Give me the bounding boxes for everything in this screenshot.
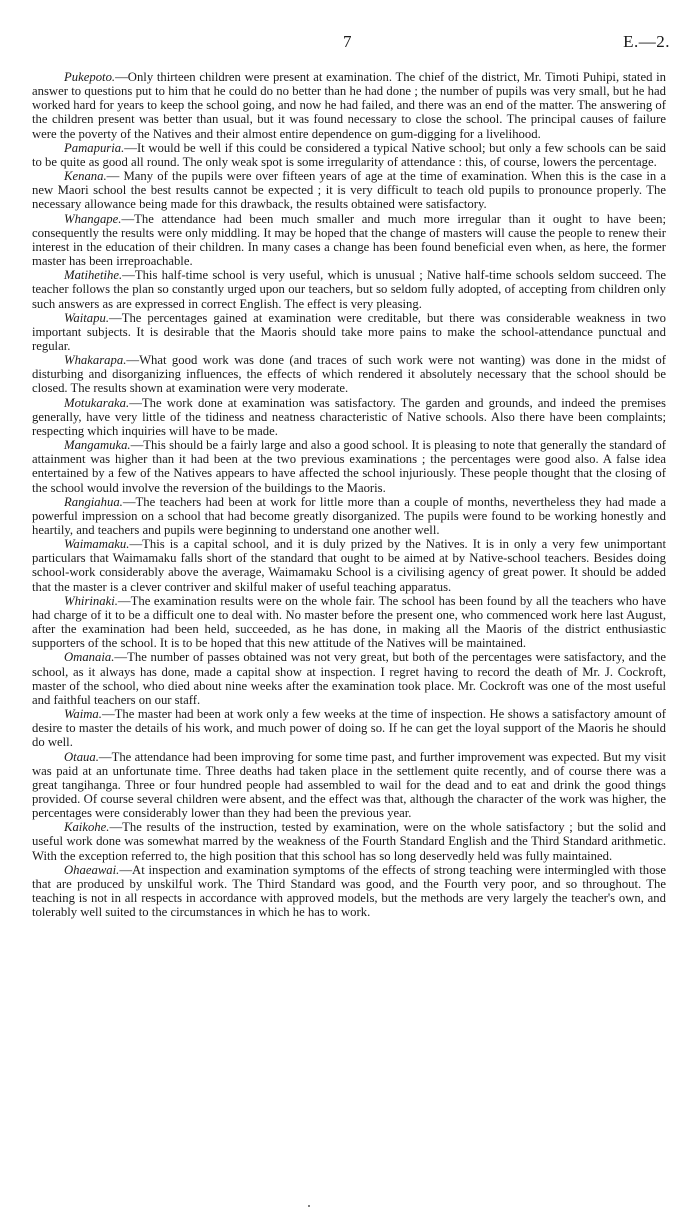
paragraph-text: —At inspection and examination symptoms of the effects of strong teaching were intermingled with those that are produced by unskilful work. The Third Standard was good, and the Fourth very poor, and so throughout. The teaching is not in all respects in accordance with approved models, but the methods are very largely the teacher's own, and tolerably well suited to the circumstances in which he has to work.: [32, 862, 666, 920]
school-name: Whirinaki.: [64, 593, 118, 608]
paragraph-text: —The work done at examination was satisfactory. The garden and grounds, and indeed the premises generally, have very little of the tidiness and neatness characteristic of Native schools. Also there have been complaints; respecting which inquiries will have to be made.: [32, 395, 666, 438]
school-name: Waitapu.: [64, 310, 109, 325]
school-name: Whangape.: [64, 211, 122, 226]
paragraph-text: —This half-time school is very useful, which is unusual ; Native half-time schools seldom succeed. The teacher follows the plan so constantly urged upon our teachers, but so seldom fully adopted, of accepting from children only such answers as are expressed in correct English. The effect is very pleasing.: [32, 268, 666, 311]
school-name: Waima.: [64, 707, 102, 722]
paragraph-ohaeawai: [32, 863, 666, 920]
school-name: Pukepoto.: [64, 70, 116, 84]
paragraph-text: —What good work was done (and traces of such work were not wanting) was done in the midst of disturbing and disorganizing influences, the effects of which rendered it absolutely necessary that the school should be closed. The results shown at examination were very moderate.: [32, 353, 666, 396]
school-name: Omanaia.: [64, 650, 115, 665]
paragraph-text: —The attendance had been much smaller and much more irregular than it ought to have been; consequently the results were only middling. It may be hoped that the change of masters will cause the people to renew their interest in the education of their children. In many cases a change has been found beneficial even when, as here, the former master has been irreproachable.: [32, 211, 666, 269]
school-name: Waimamaku.: [64, 537, 130, 552]
paragraph-pamapuria: [32, 141, 666, 169]
paragraph-text: — Many of the pupils were over fifteen years of age at the time of examination. When this is the case in a new Maori school the best results cannot be expected ; it is very difficult to teach old pupils to pronounce properly. The necessary allowance being made for this drawback, the results obtained were satisfactory.: [32, 169, 666, 212]
paragraph-text: —The attendance had been improving for some time past, and further improvement was expected. But my visit was paid at an unfortunate time. Three deaths had taken place in the settlement quite recently, and of course there was a great tangihanga. Three or four hundred people had assembled to wail for the dead and to eat and drink the good things provided. Of course several children were absent, and the effect was that, although the character of the work was higher, the percentages were considerably lower than they had been the previous year.: [32, 749, 666, 821]
school-name: Motukaraka.: [64, 395, 130, 410]
paragraph-matihetihe: [32, 268, 666, 310]
paragraph-pukepoto: [32, 70, 666, 141]
paragraph-rangiahua: [32, 495, 666, 537]
paragraph-omanaia: [32, 650, 666, 707]
paragraph-text: —This should be a fairly large and also a good school. It is pleasing to note that generally the standard of attainment was higher than it had been at the two previous examinations ; the percentages were good also. A false idea entertained by a few of the Natives appears to have affected the school injuriously. These people thought that the closing of the school would involve the reversion of the buildings to the Maoris.: [32, 438, 666, 495]
paragraph-motukaraka: [32, 396, 666, 438]
paragraph-whirinaki: [32, 594, 666, 651]
page-number: 7: [343, 32, 352, 51]
paragraph-text: —The teachers had been at work for little more than a couple of months, nevertheless they had made a powerful impression on a school that had become greatly disorganized. The pupils were found to be working honestly and heartily, and teachers and pupils were beginning to understand one another well.: [32, 494, 666, 537]
paragraph-text: —The examination results were on the whole fair. The school has been found by all the teachers who have had charge of it to be a difficult one to deal with. No master before the present one, who commenced work here last August, after the examination had been held, succeeded, as he has done, in making all the Maoris of the district enthusiastic supporters of the school. It is to be hoped that this new attitude of the Natives will be maintained.: [32, 593, 666, 651]
paragraph-text: —It would be well if this could be considered a typical Native school; but only a few schools can be said to be quite as good all round. The only weak spot is some irregularity of attendance : this, of course, lowers the percentage.: [32, 140, 666, 169]
school-name: Mangamuka.: [64, 438, 131, 453]
school-name: Whakarapa.: [64, 353, 127, 368]
paragraph-text: —The master had been at work only a few weeks at the time of inspection. He shows a satisfactory amount of desire to master the details of his work, and much power of doing so. If he can get the loyal support of the Maoris he should do well.: [32, 707, 666, 750]
school-name: Rangiahua.: [64, 494, 123, 509]
paragraph-text: —The number of passes obtained was not very great, but both of the percentages were satisfactory, and the school, as it always has done, made a capital show at inspection. I regret having to record the death of Mr. J. Cockroft, master of the school, who died about nine weeks after the examination took place. Mr. Cockroft was one of the most useful and faithful teachers on our staff.: [32, 650, 666, 707]
school-name: Kaikohe.: [64, 820, 110, 835]
paragraph-whakarapa: [32, 353, 666, 395]
school-name: Matihetihe.: [64, 268, 123, 283]
paragraph-text: —The results of the instruction, tested by examination, were on the whole satisfactory ; but the solid and useful work done was somewhat marred by the weakness of the Fourth Standard English and the Third Standard arithmetic. With the exception referred to, the high position that this school has so long deservedly held was fully maintained.: [32, 820, 666, 863]
print-speck: [308, 1205, 310, 1207]
report-body: [32, 70, 666, 919]
paragraph-waima: [32, 707, 666, 749]
document-reference: E.—2.: [623, 32, 670, 51]
paragraph-mangamuka: [32, 438, 666, 495]
paragraph-whangape: [32, 212, 666, 269]
school-name: Pamapuria.: [64, 140, 125, 155]
paragraph-waitapu: [32, 311, 666, 353]
school-name: Ohaeawai.: [64, 862, 120, 877]
paragraph-text: —Only thirteen children were present at examination. The chief of the district, Mr. Timoti Puhipi, stated in answer to questions put to him that he could do no better than he had done ; the number of pupils was very small, but he had worked hard for years to keep the school going, and now he had failed, and there was an end of the matter. The answering of the children present was better than usual, but it was found necessary to close the school. The principal causes of failure were the poverty of the Natives and their almost entire dependence on gum-digging for a livelihood.: [32, 70, 666, 141]
school-name: Kenana.: [64, 169, 107, 184]
paragraph-text: —The percentages gained at examination were creditable, but there was considerable weakness in two important subjects. It is desirable that the Maoris should take more pains to make the school-attendance punctual and regular.: [32, 310, 666, 353]
paragraph-otaua: [32, 750, 666, 821]
paragraph-kaikohe: [32, 820, 666, 862]
paragraph-waimamaku: [32, 537, 666, 594]
school-name: Otaua.: [64, 749, 99, 764]
paragraph-kenana: [32, 169, 666, 211]
paragraph-text: —This is a capital school, and it is duly prized by the Natives. It is in only a very few unimportant particulars that Waimamaku falls short of the standard that ought to be aimed at by Native-school teachers. Besides doing school-work considerably above the average, Waimamaku School is a civilising agency of great power. It should be added that the master is a clever contriver and skilful maker of useful teaching apparatus.: [32, 537, 666, 594]
